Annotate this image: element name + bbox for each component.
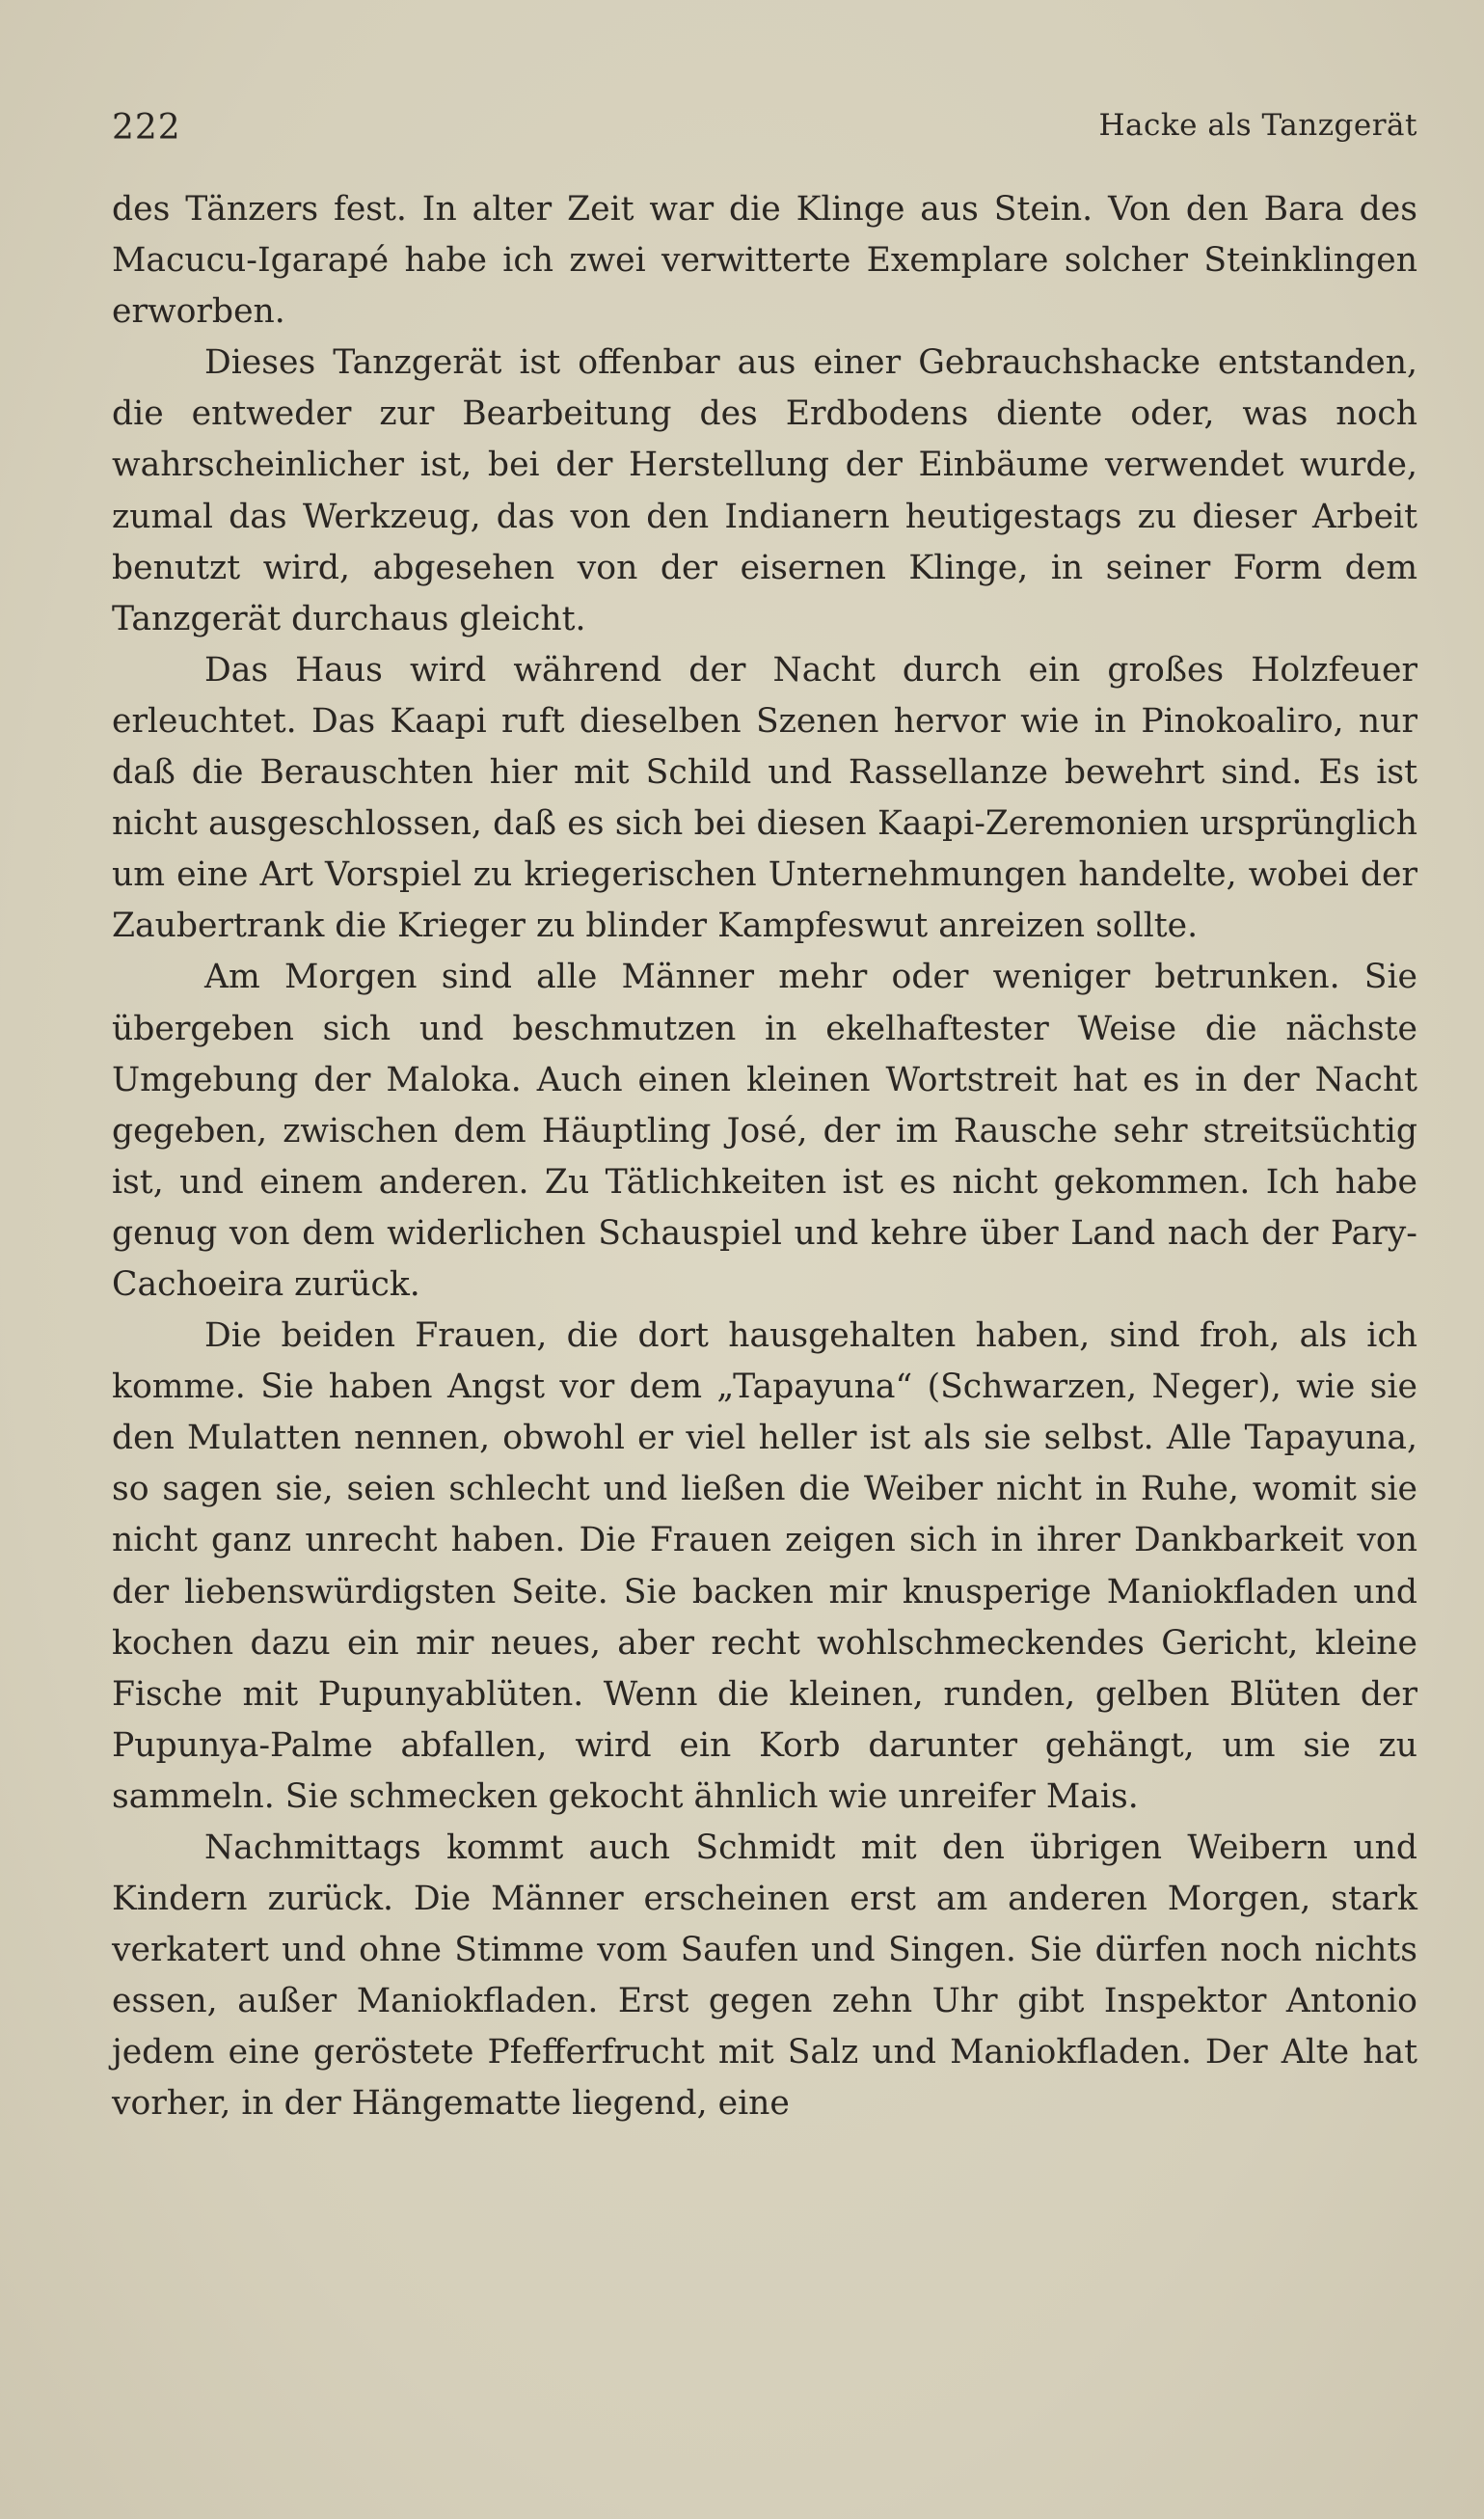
paragraph-1: des Tänzers fest. In alter Zeit war die Klinge aus Stein. Von den Bara des Macucu-Igarapé habe ich zwei verwitterte Exemplare solcher Steinklingen erworben. bbox=[112, 190, 1417, 332]
paragraph-3: Das Haus wird während der Nacht durch ein großes Holzfeuer erleuchtet. Das Kaapi ruft dieselben Szenen hervor wie in Pinokoaliro, nur daß die Berauschten hier mit Schild und Rassellanze bewehrt sind. Es ist nicht ausgeschlossen, daß es sich bei diesen Kaapi-Zeremonien ursprünglich um eine Art Vorspiel zu kriegerischen Unternehmungen handelte, wobei der Zaubertrank die Krieger zu blinder Kampfeswut anreizen sollte. bbox=[112, 650, 1417, 946]
page-header bbox=[112, 104, 1417, 162]
body-text bbox=[112, 184, 1417, 2130]
paragraph-4: Am Morgen sind alle Männer mehr oder weniger betrunken. Sie übergeben sich und beschmutzen in ekelhaftester Weise die nächste Umgebung der Maloka. Auch einen kleinen Wortstreit hat es in der Nacht gegeben, zwischen dem Häuptling José, der im Rausche sehr streitsüchtig ist, und einem anderen. Zu Tätlichkeiten ist es nicht gekommen. Ich habe genug von dem widerlichen Schauspiel und kehre über Land nach der Pary-Cachoeira zurück. bbox=[112, 958, 1417, 1304]
paragraph-6: Nachmittags kommt auch Schmidt mit den übrigen Weibern und Kindern zurück. Die Männer erscheinen erst am anderen Morgen, stark verkatert und ohne Stimme vom Saufen und Singen. Sie dürfen noch nichts essen, außer Maniokfladen. Erst gegen zehn Uhr gibt Inspektor Antonio jedem eine geröstete Pfefferfrucht mit Salz und Maniokfladen. Der Alte hat vorher, in der Hängematte liegend, eine bbox=[112, 1828, 1417, 2124]
page-number: 222 bbox=[112, 108, 181, 148]
paragraph-2: Dieses Tanzgerät ist offenbar aus einer Gebrauchshacke entstanden, die entweder zur Bearbeitung des Erdbodens diente oder, was noch wahrscheinlicher ist, bei der Herstellung der Einbäume verwendet wurde, zumal das Werkzeug, das von den Indianern heutigestags zu dieser Arbeit benutzt wird, abgesehen von der eisernen Klinge, in seiner Form dem Tanzgerät durchaus gleicht. bbox=[112, 343, 1417, 638]
running-head: Hacke als Tanzgerät bbox=[1098, 108, 1417, 143]
paragraph-5: Die beiden Frauen, die dort hausgehalten haben, sind froh, als ich komme. Sie haben Angst vor dem „Tapayuna“ (Schwarzen, Neger), wie sie den Mulatten nennen, obwohl er viel heller ist als sie selbst. Alle Tapayuna, so sagen sie, seien schlecht und ließen die Weiber nicht in Ruhe, womit sie nicht ganz unrecht haben. Die Frauen zeigen sich in ihrer Dankbarkeit von der liebenswürdigsten Seite. Sie backen mir knusperige Maniokfladen und kochen dazu ein mir neues, aber recht wohlschmeckendes Gericht, kleine Fische mit Pupunyablüten. Wenn die kleinen, runden, gelben Blüten der Pupunya-Palme abfallen, wird ein Korb darunter gehängt, um sie zu sammeln. Sie schmecken gekocht ähnlich wie unreifer Mais. bbox=[112, 1316, 1417, 1816]
